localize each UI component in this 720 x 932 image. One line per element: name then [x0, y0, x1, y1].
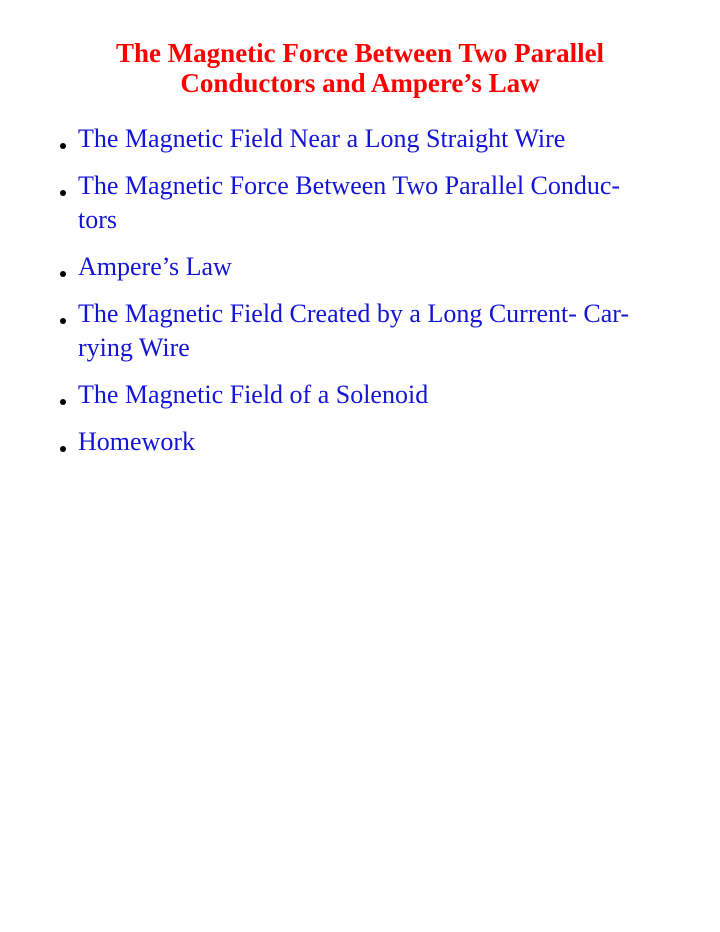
toc-item-label: The Magnetic Force Between Two Parallel Conduc-: [78, 171, 621, 200]
toc-item-label-continued: tors: [78, 205, 117, 234]
toc-item-label: The Magnetic Field Created by a Long Current- Car-: [78, 299, 630, 328]
toc-item-field-current-carrying-wire[interactable]: [58, 297, 688, 365]
toc-item-label: The Magnetic Field of a Solenoid: [78, 380, 429, 409]
toc-item-homework[interactable]: [58, 425, 688, 459]
bullet-icon: [60, 190, 66, 196]
toc-item-field-of-solenoid[interactable]: [58, 378, 688, 412]
toc-item-amperes-law[interactable]: [58, 250, 688, 284]
toc-item-magnetic-force-parallel-conductors[interactable]: [58, 169, 688, 237]
toc-item-label-continued: rying Wire: [78, 333, 190, 362]
bullet-icon: [60, 143, 66, 149]
bullet-icon: [60, 318, 66, 324]
toc-item-label: The Magnetic Field Near a Long Straight Wire: [78, 124, 566, 153]
toc-item-magnetic-field-straight-wire[interactable]: [58, 122, 688, 156]
toc-item-label: Ampere’s Law: [78, 252, 232, 281]
bullet-icon: [60, 399, 66, 405]
toc-item-label: Homework: [78, 427, 195, 456]
slide-title: [0, 38, 720, 98]
title-line-1: The Magnetic Force Between Two Parallel: [115, 38, 605, 68]
table-of-contents: [58, 122, 688, 472]
bullet-icon: [60, 446, 66, 452]
title-line-2: Conductors and Ampere’s Law: [180, 68, 540, 98]
bullet-icon: [60, 271, 66, 277]
